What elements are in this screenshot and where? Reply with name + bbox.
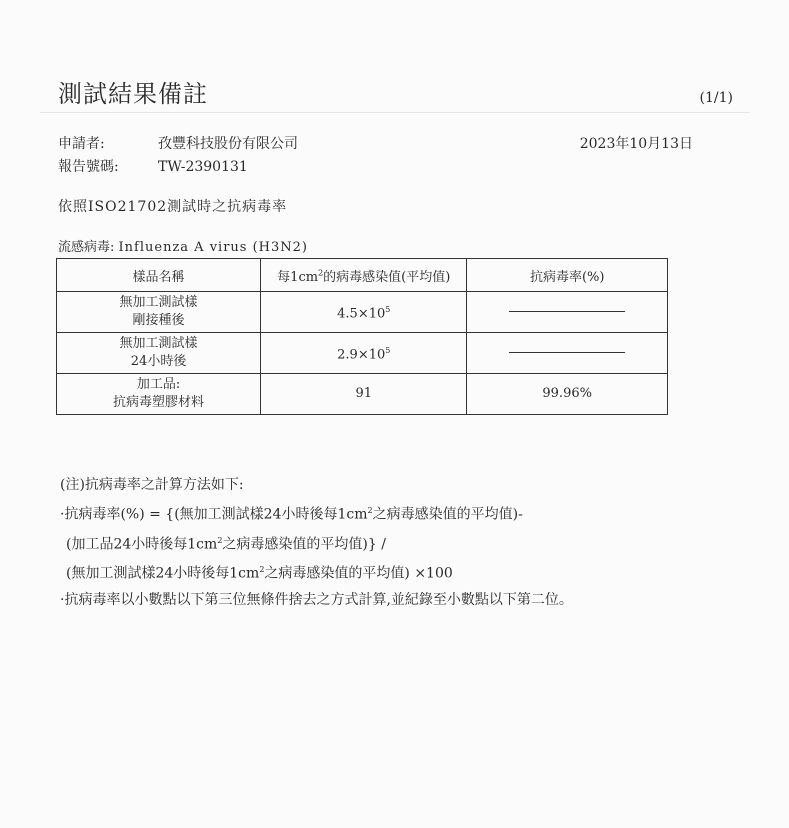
table-header-row [57, 259, 668, 292]
dash-line [509, 352, 625, 353]
page-number: (1/1) [699, 90, 733, 106]
applicant-label: 申請者: [58, 136, 105, 152]
applicant-name: 孜豐科技股份有限公司 [158, 136, 298, 152]
virus-line [58, 236, 308, 255]
report-number: TW-2390131 [158, 159, 248, 175]
rate-cell [467, 333, 668, 374]
formula-line-1: ·抗病毒率(%) = {(無加工測試樣24小時後每$1cm^2$之病毒感染值的平均值)- [60, 506, 523, 523]
dash-line [509, 311, 625, 312]
value-cell: $4.5\times 10^5$ [261, 292, 467, 333]
notes-heading: (注)抗病毒率之計算方法如下: [60, 477, 244, 493]
formula-line-3: (無加工測試樣24小時後每$1cm^2$之病毒感染值的平均值) ×100 [66, 565, 453, 582]
sample-cell: 加工品: 抗病毒塑膠材料 [57, 374, 261, 415]
sample-cell: 無加工測試樣 24小時後 [57, 333, 261, 374]
report-number-row [58, 156, 248, 176]
table-row [57, 333, 668, 374]
formula-line-2: (加工品24小時後每$1cm^2$之病毒感染值的平均值)} / [66, 535, 386, 553]
virus-name: Influenza A virus (H3N2) [118, 240, 308, 255]
results-table [56, 258, 668, 415]
sample-cell: 無加工測試樣 剛接種後 [57, 292, 261, 333]
value-cell: 91 [261, 374, 467, 415]
rounding-note: ·抗病毒率以小數點以下第三位無條件捨去之方式計算,並紀錄至小數點以下第二位。 [60, 591, 573, 608]
header-sample: 樣品名稱 [57, 259, 261, 292]
report-number-label: 報告號碼: [58, 159, 119, 175]
calculation-notes [60, 472, 573, 613]
applicant-row [58, 133, 298, 153]
title-bar [40, 64, 750, 113]
header-infection-value: 每$1cm^2$的病毒感染值(平均值) [261, 259, 467, 292]
header-antiviral-rate: 抗病毒率(%) [467, 259, 668, 292]
test-standard: 依照ISO21702測試時之抗病毒率 [58, 199, 288, 215]
page-title: 測試結果備註 [58, 80, 208, 108]
table-row [57, 292, 668, 333]
table-row [57, 374, 668, 415]
rate-cell [467, 292, 668, 333]
rate-cell: 99.96% [467, 374, 668, 415]
virus-label: 流感病毒: [58, 240, 115, 255]
value-cell: $2.9\times 10^5$ [261, 333, 467, 374]
report-date: 2023年10月13日 [579, 136, 693, 152]
